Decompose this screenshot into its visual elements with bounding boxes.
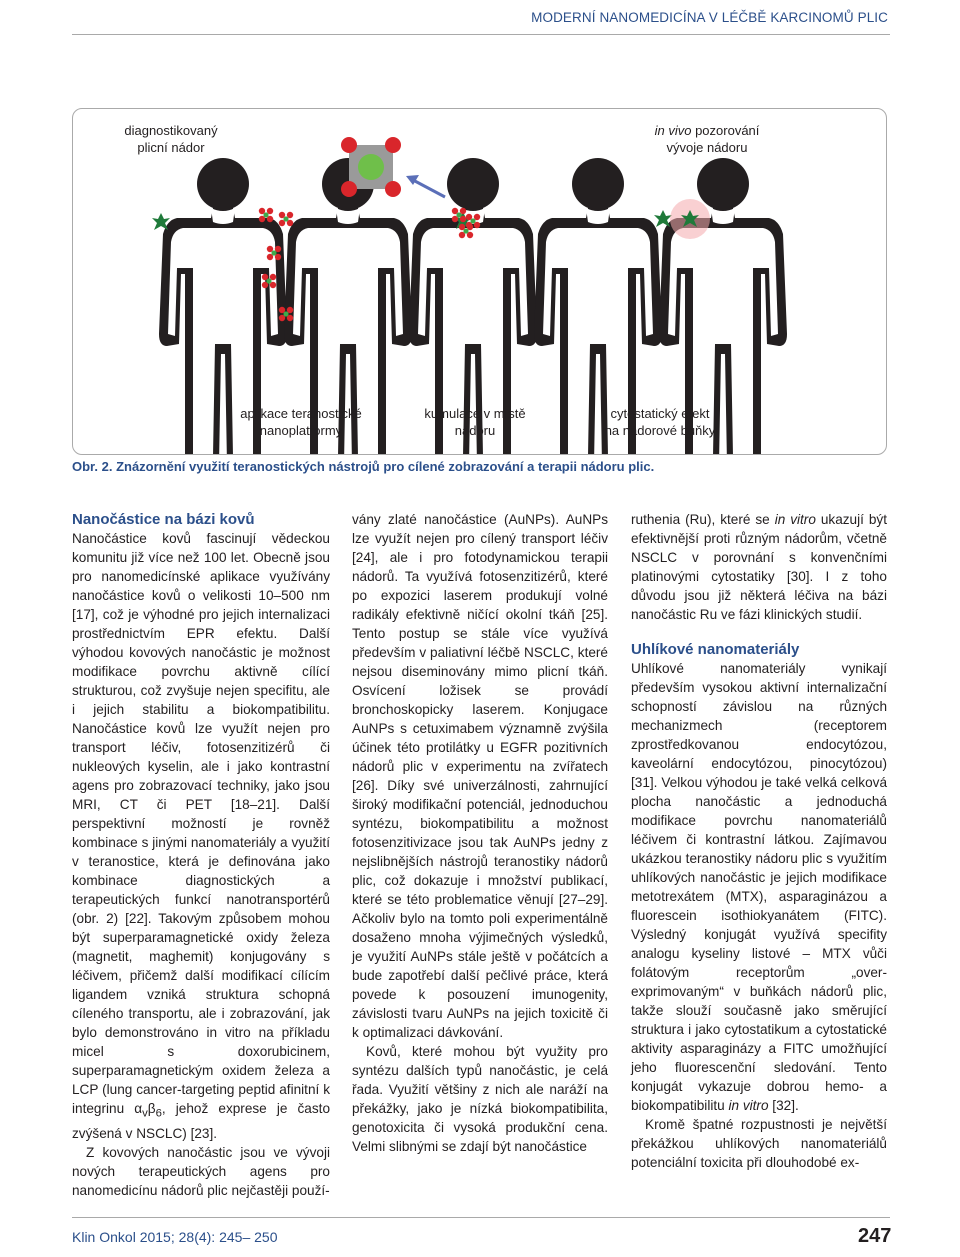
- label-line: na nádorové buňky: [604, 423, 716, 438]
- paragraph: [631, 510, 887, 624]
- paragraph-text: [32].: [768, 1098, 799, 1113]
- paragraph: vány zlaté nanočástice (AuNPs). AuNPs lze využít nejen pro cílený transport léčiv [24], ale i pro fotodynamickou terapii nádorů. Ta využívá fotosenzitizérů, které po expozici laserem produkují volné radikály efektivně ničící okolní tkáň [25]. Tento postup se stále více využívá především v paliativní léčbě NSCLC, které nejsou diseminovány mimo plicní tkáň. Osvícení ložisek se provádí bronchoskopicky laserem. Konjugace AuNPs s cetuximabem významně zvýšila účinek této protilátky u EGFR pozitivních nádorů plic v experimentu na zvířatech [26]. Díky své univerzálnosti, zahrnující široký modifikační potenciál, jednoduchou syntézu, biokompatibilitu a možnost fotosenzitivizace jsou tak AuNPs jedny z nejslibnějších nástrojů teranostiky nádorů plic, což dokazuje i množství publikací, které se této problematice věnují [27–29]. Ačkoliv bylo na tomto poli experimentálně dosaženo mnoha výjimečných výsledků, je využití AuNPs stále ještě v počátcích a bude zapotřebí další pečlivé práce, která povede k posouzení imunogenity, závislosti tvaru AuNPs na jejich toxicitě či k optimalizaci dávkování.: [352, 512, 608, 1040]
- italic-text: in vitro: [774, 512, 816, 527]
- paragraph-text: , jehož exprese je často zvýšená v NSCLC) [23].: [72, 1101, 330, 1141]
- label-line: vývoje nádoru: [666, 140, 748, 155]
- label-rest: pozorování: [691, 123, 760, 138]
- delivery-arrow: [406, 175, 445, 197]
- column-1: [72, 510, 330, 1200]
- label-line: [607, 122, 807, 139]
- label-line: cytostatický efekt: [610, 406, 710, 421]
- running-title: MODERNÍ NANOMEDICÍNA V LÉČBĚ KARCINOMŮ PLIC: [531, 10, 888, 25]
- paragraph: Z kovových nanočástic jsou ve vývoji nových terapeutických agens pro nanomedicínu nádorů plic nejčastěji použí-: [72, 1144, 330, 1198]
- beta-symbol: β: [147, 1101, 156, 1116]
- paragraph: Kovů, které mohou být využity pro syntézu dalších typů nanočástic, je celá řada. Využití většiny z nich ale naráží na překážky, jako je nízká biokompatibilita, genotoxicita či vysoká produkční cena. Velmi slibnými se zdají být nanočástice: [352, 1044, 608, 1154]
- italic-text: in vitro: [728, 1098, 769, 1113]
- label-line: kumulace v místě: [424, 406, 526, 421]
- label-application: [201, 405, 401, 439]
- label-line: plicní nádor: [137, 140, 205, 155]
- paragraph: Kromě špatné rozpustnosti je největší překážkou uhlíkových nanomateriálů potenciální toxicita při dlouhodobé ex-: [631, 1117, 887, 1170]
- label-line: nanoplatformy: [259, 423, 343, 438]
- paragraph: [631, 659, 887, 1115]
- paragraph: [72, 529, 330, 1143]
- subscript: 6: [155, 1107, 162, 1120]
- figure-svg: [73, 109, 886, 454]
- header-rule: [72, 34, 890, 35]
- paragraph-text: ruthenia (Ru), které se: [631, 512, 775, 527]
- label-line: diagnostikovaný: [124, 123, 218, 138]
- label-diagnosed-tumor: [81, 122, 261, 156]
- section-heading-metal: Nanočástice na bázi kovů: [72, 511, 255, 528]
- section-heading-carbon: Uhlíkové nanomateriály: [631, 641, 800, 658]
- label-italic: in vivo: [654, 123, 692, 138]
- column-3: [631, 510, 887, 1172]
- label-line: aplikace teranostické: [240, 406, 362, 421]
- footer-rule: [72, 1217, 890, 1218]
- paragraph-text: Nanočástice kovů fascinují vědeckou komunitu již více než 100 let. Obecně jsou pro nanomedicínské aplikace využívány nanočástice kovů o velikosti 10–500 nm [17], což je výhodné pro jejich internalizaci prostřednictvím EPR efektu. Další výhodou kovových nanočástic je možnost modifikace povrchu aktivně cílící strukturou, což zvyšuje nejen specifitu, ale i jejich stabilitu a biokompatibilitu. Nanočástice kovů lze využít nejen pro transport léčiv, fotosenzitizérů či nukleových kyselin, ale i jako kontrastní agens pro zobrazovací techniky, jako jsou MRI, CT či PET [18–21]. Další perspektivní možností je rovněž kombinace s jinými nanomateriály a využití v teranostice, která je definována jako kombinace diagnostických a terapeutických funkcí nanotransportérů (obr. 2) [22]. Takovým způsobem mohou být superparamagnetické oxidy železa (magnetit, maghemit) konjugovány s léčivem, přičemž další modifikací cílícím ligandem vzniká struktura schopná cíleného transportu, ale i zobrazování, jak bylo demonstrováno in vitro na příkladu micel s doxorubicinem, superparamagnetickým oxidem železa a LCP (lung cancer-targeting peptid afinitní k integrinu α: [72, 531, 330, 1116]
- figure-caption: Obr. 2. Znázornění využití teranostických nástrojů pro cílené zobrazování a terapii nádoru plic.: [72, 459, 655, 474]
- nanoparticle-icon: [279, 212, 293, 226]
- label-accumulation: [385, 405, 565, 439]
- figure-illustration: [72, 108, 887, 455]
- page-number: 247: [858, 1225, 892, 1247]
- paragraph-text: Uhlíkové nanomateriály vynikají především vysokou aktivní internalizační schopností závislou na různých mechanizmech (receptorem zprostředkovanou endocytózou, kaveolární endocytózou, pinocytózou) [31]. Velkou výhodou je také velká celková plocha nanočástic a jednoduchá modifikace povrchu nanomateriálů léčivem či kontrastní látkou. Zajímavou ukázkou teranostiky nádoru plic s využitím uhlíkových nanočástic je jejich modifikace metotrexátem (MTX), asparaginázou a fluorescein isothiokyanátem (FITC). Výsledný konjugát využívá specifity analogu kyseliny listové – MTX vůči folátovým receptorům „over-exprimovaným“ v buňkách nádorů plic, takže slouží současně jako směrující struktura i jako cytostatikum a cytostatické aktivity asparaginázy a FITC umožňující jeho fluorescenční sledování. Tento konjugát vykazuje dobrou hemo- a biokompatibilitu: [631, 661, 887, 1113]
- paragraph-text: ukazují být efektivnější proti různým nádorům, včetně NSCLC v porovnání s konvenčními platinovými cytostatiky [30]. I z toho důvodu jsou již některá léčiva na bázi nanočástic Ru ve fázi klinických studií.: [631, 512, 887, 622]
- label-cytostatic: [560, 405, 760, 439]
- label-line: nádoru: [454, 423, 496, 438]
- subscript: v: [142, 1107, 148, 1120]
- nanoplatform-icon: [341, 137, 401, 197]
- label-in-vivo: [607, 122, 807, 156]
- journal-citation: Klin Onkol 2015; 28(4): 245– 250: [72, 1229, 278, 1245]
- column-2: [352, 510, 608, 1156]
